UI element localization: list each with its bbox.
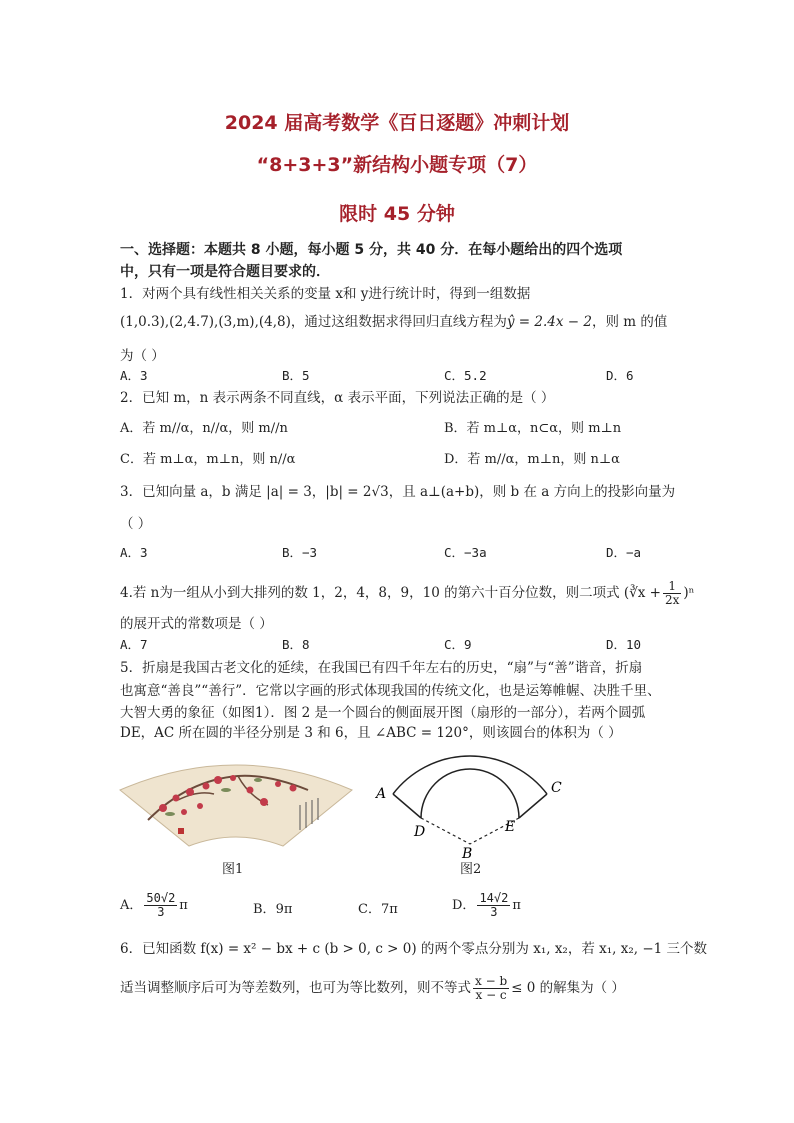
q5-option-d[interactable]: D． $\frac{14√2}{3}$ π bbox=[452, 891, 521, 919]
q2-option-c[interactable]: C．若 m⊥α，m⊥n，则 n//α bbox=[120, 452, 296, 467]
q1-mid: ，通过这组数据求得回归直线方程为 bbox=[290, 314, 507, 330]
q5-line3: 大智大勇的象征（如图1）．图 2 是一个圆台的侧面展开图（扇形的一部分），若两个圆弧 bbox=[120, 705, 646, 721]
q6-line2-text: 适当调整顺序后可为等差数列，也可为等比数列，则不等式 bbox=[120, 980, 471, 996]
q4-binomial-root: (∛x + bbox=[623, 585, 661, 601]
q3-option-c[interactable]: C．−3a bbox=[444, 545, 487, 560]
q4-binomial-close: )ⁿ bbox=[683, 585, 695, 601]
arc-de bbox=[421, 769, 519, 818]
label-b: B bbox=[462, 846, 473, 860]
q5-option-a[interactable]: A． $\frac{50√2}{3}$ π bbox=[120, 891, 188, 919]
segment-db bbox=[421, 818, 470, 844]
q3-option-d[interactable]: D．−a bbox=[606, 545, 642, 560]
label-c: C bbox=[551, 780, 562, 796]
q5-line1: 5．折扇是我国古老文化的延续，在我国已有四千年左右的历史，“扇”与“善”谐音，折扇 bbox=[120, 660, 643, 676]
q6-line2-tail: ≤ 0 的解集为（ ） bbox=[511, 980, 625, 996]
segment-ce bbox=[519, 794, 547, 818]
arc-ac bbox=[393, 756, 547, 794]
q1-option-d[interactable]: D．6 bbox=[606, 368, 634, 383]
q1-equation: ŷ = 2.4x − 2 bbox=[506, 314, 592, 330]
fig2-caption: 图2 bbox=[460, 862, 482, 877]
title-time-limit: 限时 45 分钟 bbox=[339, 203, 455, 225]
q6-inequality-fraction: $\frac{x - b}{x - c}$ bbox=[475, 974, 508, 1002]
q6-line1: 6．已知函数 f(x) = x² − bx + c (b > 0, c > 0) 的两个零点分别为 x₁, x₂，若 x₁, x₂, −1 三个数 bbox=[120, 941, 708, 957]
q1-tail: ，则 m 的值 bbox=[591, 314, 668, 330]
q4-line2: 的展开式的常数项是（ ） bbox=[120, 616, 273, 632]
title-plan: 2024 届高考数学《百日逐题》冲刺计划 bbox=[224, 112, 570, 134]
q1-line2 bbox=[120, 310, 667, 330]
fan-painting-figure bbox=[118, 750, 354, 850]
q4-stem-text: 4.若 n为一组从小到大排列的数 1，2，4，8，9，10 的第六十百分位数，则二项式 bbox=[120, 585, 620, 601]
label-a: A bbox=[376, 786, 387, 802]
q5-option-c[interactable]: C．7π bbox=[358, 902, 398, 917]
q5-line2: 也寓意“善良”“善行”．它常以字画的形式体现我国的传统文化，也是运筹帷幄、决胜千里、 bbox=[120, 683, 661, 699]
section-heading-1: 一、选择题：本题共 8 小题，每小题 5 分，共 40 分．在每小题给出的四个选项 bbox=[120, 242, 623, 258]
q1-data-points: (1,0.3),(2,4.7),(3,m),(4,8) bbox=[120, 314, 291, 330]
q1-option-b[interactable]: B．5 bbox=[282, 368, 310, 383]
title-series: “8+3+3”新结构小题专项（7） bbox=[256, 154, 538, 176]
q1-option-c[interactable]: C．5.2 bbox=[444, 368, 487, 383]
q3-option-a[interactable]: A．3 bbox=[120, 545, 148, 560]
q6-line2 bbox=[120, 975, 625, 1002]
fig1-caption: 图1 bbox=[222, 862, 244, 877]
label-d: D bbox=[414, 824, 426, 840]
q2-stem: 2．已知 m，n 表示两条不同直线，α 表示平面，下列说法正确的是（ ） bbox=[120, 390, 555, 406]
segment-ad bbox=[393, 794, 421, 818]
q1-option-a[interactable]: A．3 bbox=[120, 368, 148, 383]
q4-option-c[interactable]: C．9 bbox=[444, 637, 472, 652]
section-heading-2: 中，只有一项是符合题目要求的． bbox=[120, 264, 330, 280]
q3-option-b[interactable]: B．−3 bbox=[282, 545, 318, 560]
q1-stem: 1．对两个具有线性相关关系的变量 x和 y进行统计时，得到一组数据 bbox=[120, 286, 531, 302]
q2-option-d[interactable]: D．若 m//α，m⊥n，则 n⊥α bbox=[444, 452, 620, 467]
q2-option-b[interactable]: B．若 m⊥α，n⊂α，则 m⊥n bbox=[444, 421, 622, 436]
fan-sector-diagram bbox=[372, 740, 572, 860]
q2-option-a[interactable]: A．若 m//α，n//α，则 m//n bbox=[120, 421, 288, 436]
q4-option-a[interactable]: A．7 bbox=[120, 637, 148, 652]
q3-paren: （ ） bbox=[120, 516, 152, 532]
q4-binomial-fraction: $\frac{1}{2x}$ bbox=[664, 579, 680, 607]
q1-line3: 为（ ） bbox=[120, 348, 165, 364]
label-e: E bbox=[505, 819, 516, 835]
q4-option-b[interactable]: B．8 bbox=[282, 637, 310, 652]
q5-line4: DE，AC 所在圆的半径分别是 3 和 6，且 ∠ABC = 120°，则该圆台的体积为（ ） bbox=[120, 725, 622, 741]
q4-option-d[interactable]: D．10 bbox=[606, 637, 642, 652]
q5-option-b[interactable]: B．9π bbox=[253, 902, 293, 917]
q4-stem bbox=[120, 580, 694, 607]
q3-stem: 3．已知向量 a，b 满足 |a| = 3，|b| = 2√3，且 a⊥(a+b)，则 b 在 a 方向上的投影向量为 bbox=[120, 484, 676, 500]
